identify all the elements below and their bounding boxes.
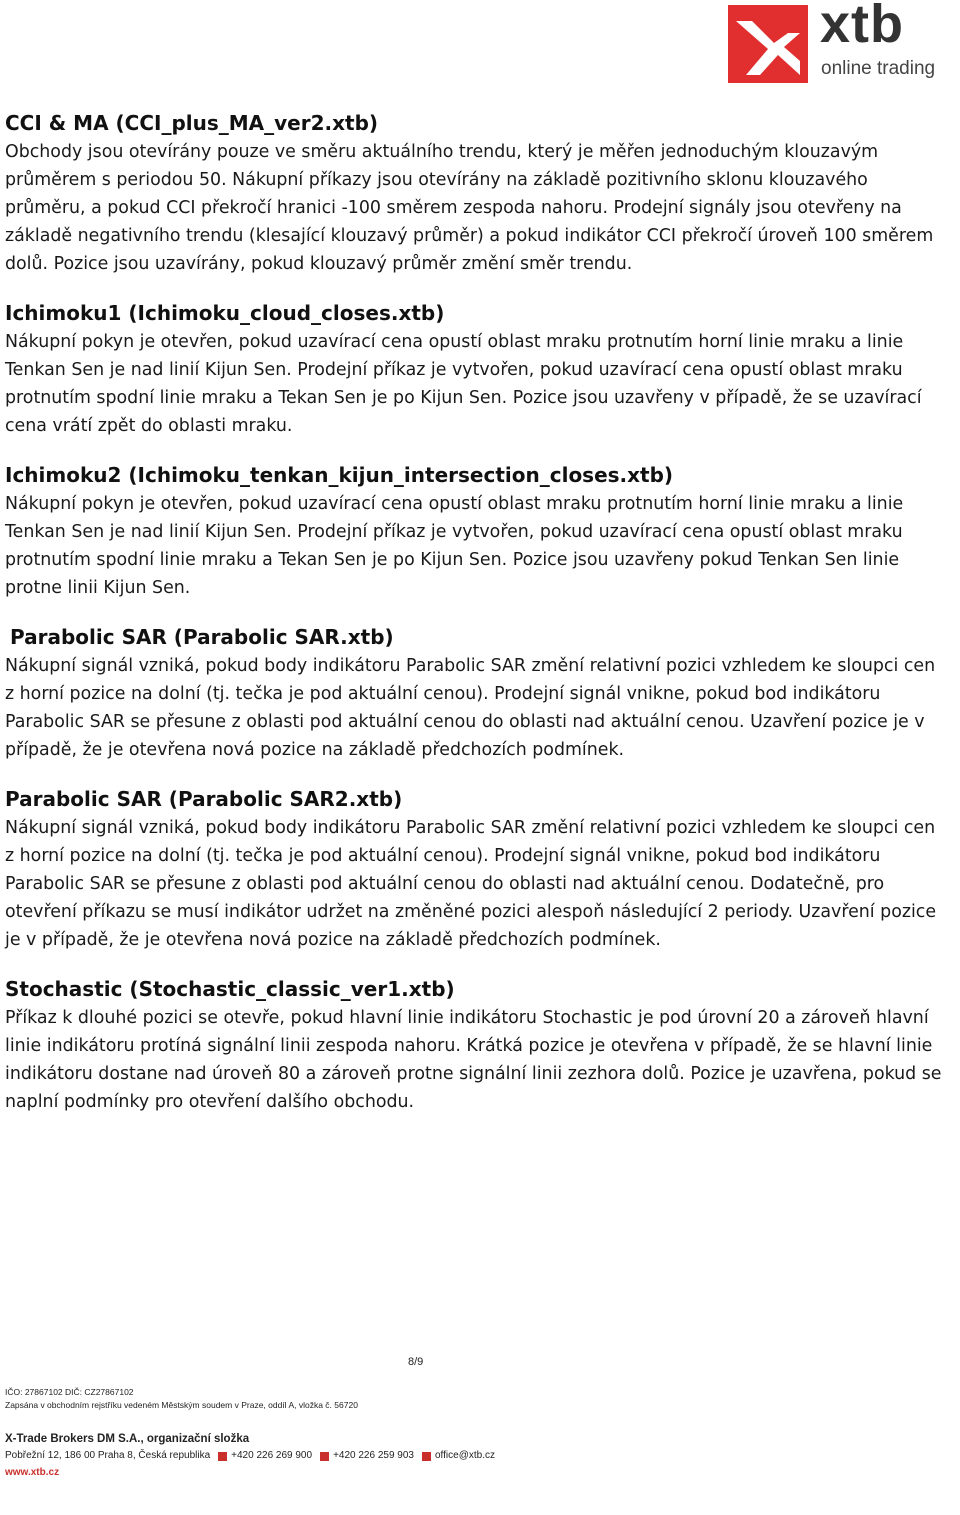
xtb-logo xyxy=(728,0,938,83)
fax-icon xyxy=(320,1452,329,1461)
xtb-logo-mark xyxy=(728,5,808,83)
section-text: Příkaz k dlouhé pozici se otevře, pokud hlavní linie indikátoru Stochastic je pod úrovní 20 a zároveň hlavní linie indikátoru protíná signální linii zespoda nahoru. Krátká pozice je otevřena v případě, že se hlavní linie indikátoru dostane nad úroveň 80 a zároveň protne signální linii zezhora dolů. Pozice je uzavřena, pokud se naplní podmínky pro otevření dalšího obchodu. xyxy=(5,1008,942,1112)
section-text: Nákupní pokyn je otevřen, pokud uzavírací cena opustí oblast mraku protnutím horní linie mraku a linie Tenkan Sen je nad linií Kijun Sen. Prodejní příkaz je vytvořen, pokud uzavírací cena opustí oblast mraku protnutím spodní linie mraku a Tekan Sen je po Kijun Sen. Pozice jsou uzavřeny pokud Tenkan Sen linie protne linii Kijun Sen. xyxy=(5,494,904,598)
section-title: CCI & MA (CCI_plus_MA_ver2.xtb) xyxy=(5,111,379,135)
footer-website-link[interactable]: www.xtb.cz xyxy=(5,1467,60,1478)
phone-icon xyxy=(218,1452,227,1461)
footer-fax: +420 226 259 903 xyxy=(333,1450,414,1461)
logo-wordmark: xtb xyxy=(820,0,904,54)
footer-phone: +420 226 269 900 xyxy=(231,1450,313,1461)
section-title: Parabolic SAR (Parabolic SAR2.xtb) xyxy=(5,787,403,811)
footer-address: Pobřežní 12, 186 00 Praha 8, Česká republika xyxy=(5,1450,211,1461)
email-icon xyxy=(422,1452,431,1461)
footer-email[interactable]: office@xtb.cz xyxy=(434,1450,495,1461)
section-title: Ichimoku1 (Ichimoku_cloud_closes.xtb) xyxy=(5,301,445,325)
section-text: Nákupní signál vzniká, pokud body indikátoru Parabolic SAR změní relativní pozici vzhledem ke sloupci cen z horní pozice na dolní (tj. tečka je pod aktuální cenou). Prodejní signál vnikne, pokud bod indikátoru Parabolic SAR se přesune z oblasti pod aktuální cenou do oblasti nad aktuální cenou. Uzavření pozice je v případě, že je otevřena nová pozice na základě předchozích podmínek. xyxy=(5,656,936,760)
footer-company: X-Trade Brokers DM S.A., organizační složka xyxy=(5,1433,250,1445)
logo-subtitle: online trading xyxy=(821,58,936,79)
section-parabolic-sar2 xyxy=(5,784,945,954)
page-number: 8/9 xyxy=(408,1356,424,1368)
footer xyxy=(5,1386,495,1478)
document-body xyxy=(5,108,945,1136)
section-title: Ichimoku2 (Ichimoku_tenkan_kijun_intersection_closes.xtb) xyxy=(5,463,674,487)
section-ichimoku1 xyxy=(5,298,945,440)
footer-ids: IČO: 27867102 DIČ: CZ27867102 xyxy=(5,1387,134,1397)
section-text: Nákupní pokyn je otevřen, pokud uzavírací cena opustí oblast mraku protnutím horní linie mraku a linie Tenkan Sen je nad linií Kijun Sen. Prodejní příkaz je vytvořen, pokud uzavírací cena opustí oblast mraku protnutím spodní linie mraku a Tekan Sen je po Kijun Sen. Pozice jsou uzavřeny v případě, že se uzavírací cena vrátí zpět do oblasti mraku. xyxy=(5,332,922,436)
section-title: Stochastic (Stochastic_classic_ver1.xtb) xyxy=(5,977,455,1001)
section-text: Obchody jsou otevírány pouze ve směru aktuálního trendu, který je měřen jednoduchým klouzavým průměrem s periodou 50. Nákupní příkazy jsou otevírány na základě pozitivního sklonu klouzavého průměru, a pokud CCI překročí hranici -100 směrem zespoda nahoru. Prodejní signály jsou otevřeny na základě negativního trendu (klesající klouzavý průměr) a pokud indikátor CCI překročí úroveň 100 směrem dolů. Pozice jsou uzavírány, pokud klouzavý průměr změní směr trendu. xyxy=(5,142,934,274)
section-title: Parabolic SAR (Parabolic SAR.xtb) xyxy=(10,625,394,649)
section-parabolic-sar xyxy=(5,622,945,764)
section-stochastic xyxy=(5,974,945,1116)
section-ichimoku2 xyxy=(5,460,945,602)
section-cci-ma xyxy=(5,108,945,278)
footer-contact xyxy=(5,1449,495,1463)
section-text: Nákupní signál vzniká, pokud body indikátoru Parabolic SAR změní relativní pozici vzhledem ke sloupci cen z horní pozice na dolní (tj. tečka je pod aktuální cenou). Prodejní signál vnikne, pokud bod indikátoru Parabolic SAR se přesune z oblasti pod aktuální cenou do oblasti nad aktuální cenou. Dodatečně, pro otevření příkazu se musí indikátor udržet na změněné pozici alespoň následující 2 periody. Uzavření pozice je v případě, že je otevřena nová pozice na základě předchozích podmínek. xyxy=(5,818,937,950)
footer-registry: Zapsána v obchodním rejstříku vedeném Městským soudem v Praze, oddíl A, vložka č. 56720 xyxy=(5,1400,358,1410)
